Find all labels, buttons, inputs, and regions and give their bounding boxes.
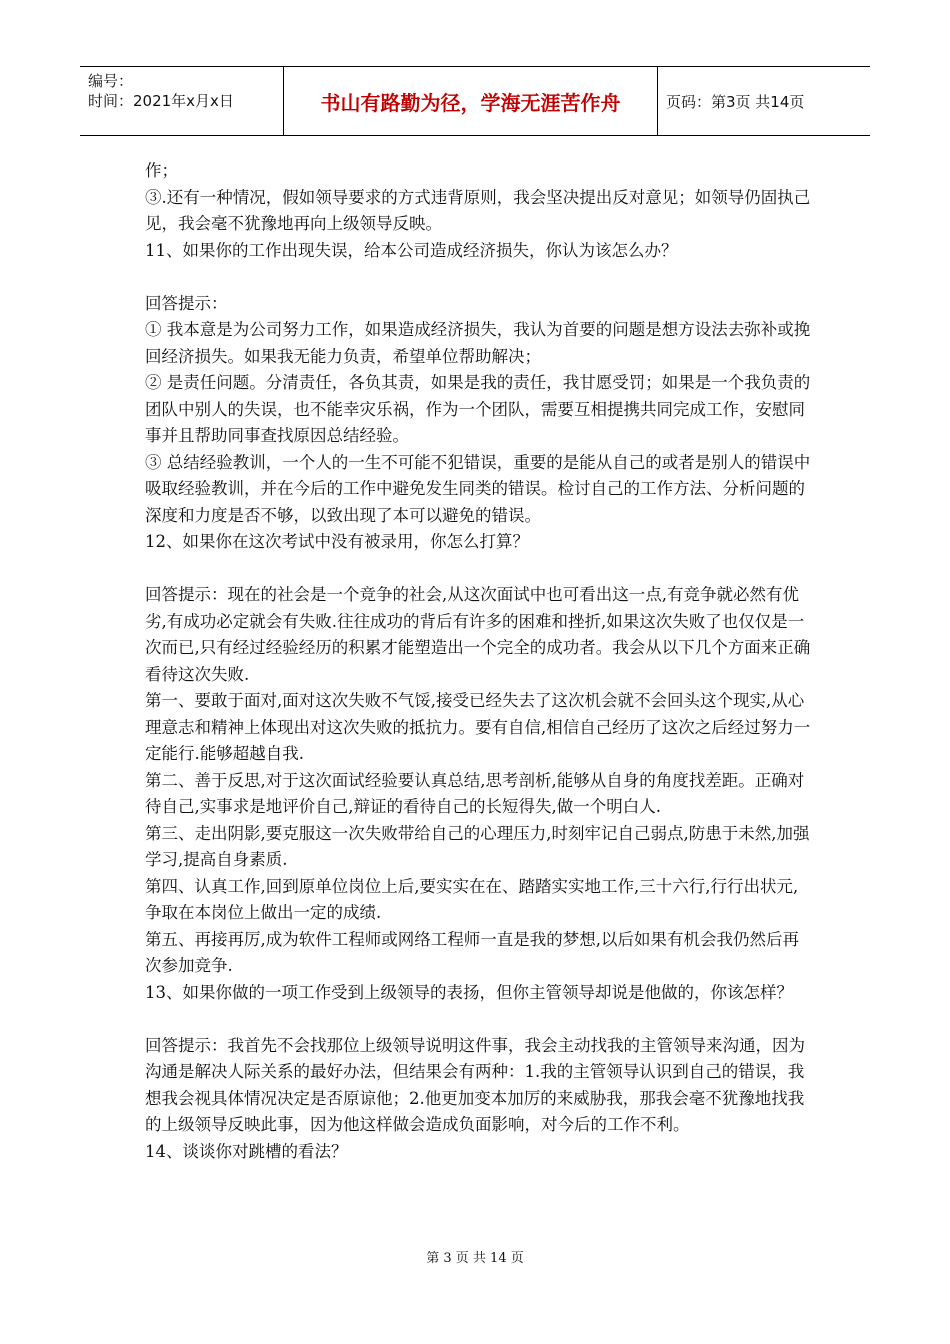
paragraph: ③ 总结经验教训，一个人的一生不可能不犯错误，重要的是能从自己的或者是别人的错误中吸取经验教训，并在今后的工作中避免发生同类的错误。检讨自己的工作方法、分析问题的深度和力度是否不够，以致出现了本可以避免的错误。 [145, 452, 811, 525]
code-label: 编号： [88, 72, 134, 90]
header-meta [80, 67, 284, 135]
paragraph: 第三、走出阴影,要克服这一次失败带给自己的心理压力,时刻牢记自己弱点,防患于未然,加强学习,提高自身素质. [145, 823, 810, 869]
page-footer: 第 3 页 共 14 页 [426, 1251, 524, 1266]
paragraph: 回答提示：我首先不会找那位上级领导说明这件事，我会主动找我的主管领导来沟通，因为沟通是解决人际关系的最好办法，但结果会有两种：1.我的主管领导认识到自己的错误，我想我会视具体情况决定是否原谅他；2.他更加变本加厉的来威胁我，那我会毫不犹豫地找我的上级领导反映此事，因为他这样做会造成负面影响，对今后的工作不利。 [145, 1035, 805, 1134]
blank-line [145, 556, 811, 583]
paragraph: ② 是责任问题。分清责任，各负其责，如果是我的责任，我甘愿受罚；如果是一个我负责的团队中别人的失误，也不能幸灾乐祸，作为一个团队，需要互相提携共同完成工作，安慰同事并且帮助同事查找原因总结经验。 [145, 373, 811, 445]
paragraph: 作； [145, 161, 178, 180]
paragraph: ① 我本意是为公司努力工作，如果造成经济损失，我认为首要的问题是想方设法去弥补或挽回经济损失。如果我无能力负责，希望单位帮助解决； [145, 320, 811, 366]
paragraph: 回答提示： [145, 293, 228, 313]
header-motto: 书山有路勤为径，学海无涯苦作舟 [284, 67, 658, 135]
paragraph: ③.还有一种情况，假如领导要求的方式违背原则，我会坚决提出反对意见；如领导仍固执己见，我会毫不犹豫地再向上级领导反映。 [145, 187, 811, 233]
question-heading: 14、谈谈你对跳槽的看法？ [145, 1141, 348, 1161]
paragraph: 第五、再接再厉,成为软件工程师或网络工程师一直是我的梦想,以后如果有机会我仍然后再次参加竞争. [145, 929, 799, 975]
paragraph: 第二、善于反思,对于这次面试经验要认真总结,思考剖析,能够从自身的角度找差距。正确对待自己,实事求是地评价自己,辩证的看待自己的长短得失,做一个明白人. [145, 770, 805, 816]
header-page-label: 页码：第3页 共14页 [666, 92, 805, 111]
paragraph: 第一、要敢于面对,面对这次失败不气馁,接受已经失去了这次机会就不会回头这个现实,从心理意志和精神上体现出对这次失败的抵抗力。要有自信,相信自己经历了这次之后经过努力一定能行.能够超越自我. [145, 691, 811, 763]
page-header [80, 66, 870, 136]
blank-line [145, 264, 811, 291]
paragraph: 第四、认真工作,回到原单位岗位上后,要实实在在、踏踏实实地工作,三十六行,行行出状元,争取在本岗位上做出一定的成绩. [145, 876, 799, 922]
blank-line [145, 1006, 811, 1033]
document-body [145, 158, 811, 1165]
question-heading: 13、如果你做的一项工作受到上级领导的表扬，但你主管领导却说是他做的，你该怎样？ [145, 982, 793, 1002]
question-heading: 11、如果你的工作出现失误，给本公司造成经济损失，你认为该怎么办？ [145, 240, 678, 260]
paragraph: 回答提示：现在的社会是一个竞争的社会,从这次面试中也可看出这一点,有竞争就必然有优劣,有成功必定就会有失败.往往成功的背后有许多的困难和挫折,如果这次失败了也仅仅是一次而已,只有经过经验经历的积累才能塑造出一个完全的成功者。我会从以下几个方面来正确看待这次失败. [145, 585, 811, 684]
question-heading: 12、如果你在这次考试中没有被录用，你怎么打算？ [145, 532, 529, 551]
time-label: 时间：2021年x月x日 [88, 92, 234, 110]
